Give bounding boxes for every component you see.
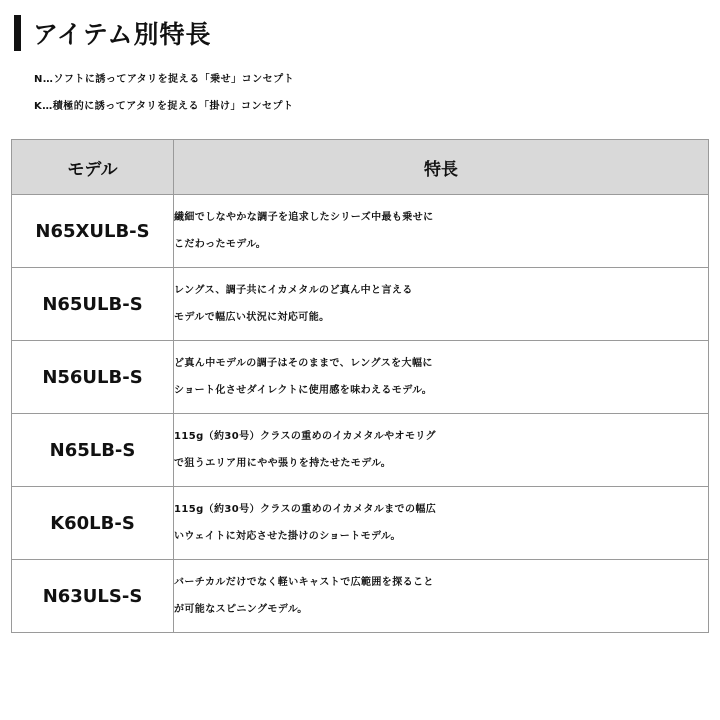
model-name: N65XULB-S [12, 195, 174, 268]
feature-description [174, 414, 709, 487]
model-name: K60LB-S [12, 487, 174, 560]
model-name: N56ULB-S [12, 341, 174, 414]
concept-descriptions [34, 66, 714, 120]
table-row [12, 341, 709, 414]
table-header-row [12, 140, 709, 195]
feature-line: 115g（約30号）クラスの重めのイカメタルまでの幅広 [174, 504, 437, 515]
heading-accent-bar [14, 15, 21, 51]
feature-line: 115g（約30号）クラスの重めのイカメタルやオモリグ [174, 431, 436, 442]
concept-n-line: N…ソフトに誘ってアタリを捉える「乗せ」コンセプト [34, 74, 295, 85]
feature-line: ど真ん中モデルの調子はそのままで、レングスを大幅に [174, 358, 433, 369]
model-name: N63ULS-S [12, 560, 174, 633]
feature-table [11, 139, 709, 633]
feature-line: いウェイトに対応させた掛けのショートモデル。 [174, 531, 401, 542]
table-row [12, 268, 709, 341]
feature-description [174, 268, 709, 341]
feature-line: こだわったモデル。 [174, 239, 267, 250]
header-feature: 特長 [174, 140, 709, 195]
feature-line: レングス、調子共にイカメタルのど真ん中と言える [174, 285, 413, 296]
feature-line: で狙うエリア用にやや張りを持たせたモデル。 [174, 458, 392, 469]
feature-description [174, 341, 709, 414]
model-name: N65LB-S [12, 414, 174, 487]
model-name: N65ULB-S [12, 268, 174, 341]
table-row [12, 487, 709, 560]
feature-line: ショート化させダイレクトに使用感を味わえるモデル。 [174, 385, 433, 396]
section-heading [14, 14, 212, 52]
feature-description [174, 195, 709, 268]
feature-line: モデルで幅広い状況に対応可能。 [174, 312, 330, 323]
concept-k-line: K…積極的に誘ってアタリを捉える「掛け」コンセプト [34, 101, 294, 112]
table-row [12, 414, 709, 487]
page-title: アイテム別特長 [33, 20, 212, 49]
feature-line: 繊細でしなやかな調子を追求したシリーズ中最も乗せに [174, 212, 434, 223]
table-row [12, 560, 709, 633]
feature-line: バーチカルだけでなく軽いキャストで広範囲を探ること [174, 577, 434, 588]
header-model: モデル [12, 140, 174, 195]
table-row [12, 195, 709, 268]
feature-description [174, 487, 709, 560]
feature-description [174, 560, 709, 633]
feature-line: が可能なスピニングモデル。 [174, 604, 308, 615]
